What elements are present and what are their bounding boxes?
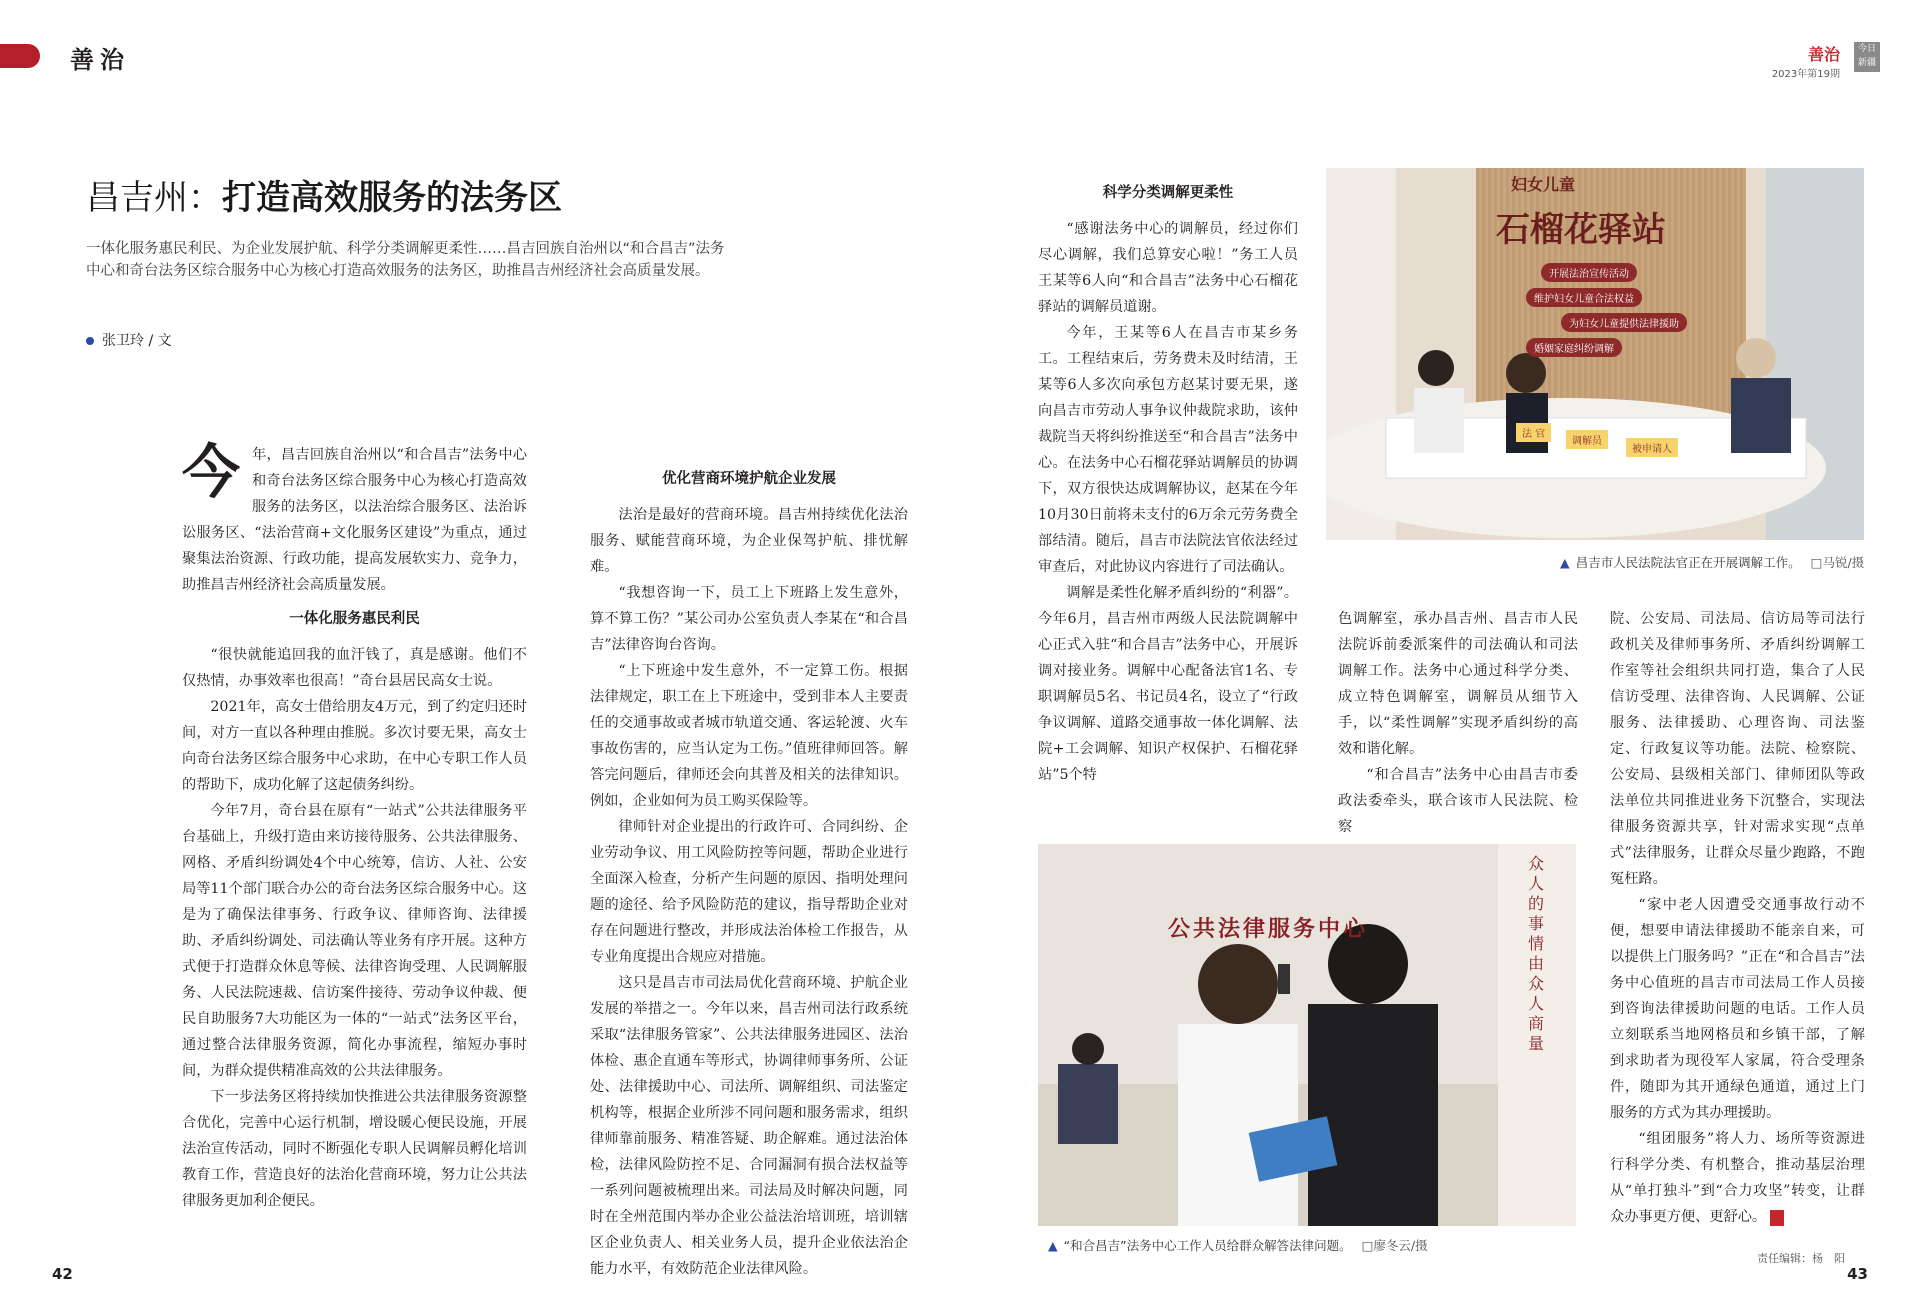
subhead-3: 科学分类调解更柔性 xyxy=(1102,185,1234,201)
banner-1: 开展法治宣传活动 xyxy=(1541,263,1637,282)
paragraph: “很快就能追回我的血汗钱了，真是感谢。他们不仅热情，办事效率也很高！”奇台县居民高女士说。 xyxy=(182,647,527,689)
article-title xyxy=(86,170,562,219)
intro-paragraph: 年，昌吉回族自治州以“和合昌吉”法务中心和奇台法务区综合服务中心为核心打造高效服务的法务区，以法治综合服务区、法治诉讼服务区、“法治营商+文化服务区建设”为重点，通过聚集法治资源、行政功能，提高发展软实力、竞争力，助推昌吉州经济社会高质量发展。 xyxy=(182,447,527,593)
byline-dot-icon xyxy=(86,337,94,345)
byline-text: 张卫玲 / 文 xyxy=(102,333,172,349)
paragraph xyxy=(1610,1126,1865,1230)
caption-text: “和合昌吉”法务中心工作人员给群众解答法律问题。 xyxy=(1063,1238,1352,1253)
title-main: 打造高效服务的法务区 xyxy=(222,178,562,218)
photo1-caption xyxy=(1560,553,1864,571)
column-3 xyxy=(1038,172,1298,788)
running-header-section: 善治 xyxy=(1807,45,1840,64)
page-number-right: 43 xyxy=(1847,1265,1868,1283)
article-deck: 一体化服务惠民利民、为企业发展护航、科学分类调解更柔性……昌吉回族自治州以“和合昌吉”法务中心和奇台法务区综合服务中心为核心打造高效服务的法务区，助推昌吉州经济社会高质量发展。 xyxy=(86,241,725,279)
column-4 xyxy=(1338,606,1578,840)
nameplate-respondent: 被申请人 xyxy=(1626,438,1678,457)
nameplate-judge: 法 官 xyxy=(1516,423,1551,442)
paragraph: 2021年，高女士借给朋友4万元，到了约定归还时间，对方一直以各种理由推脱。多次讨要无果，高女士向奇台法务区综合服务中心求助，在中心专职工作人员的帮助下，成功化解了这起债务纠纷。 xyxy=(182,699,527,793)
banner-2: 维护妇女儿童合法权益 xyxy=(1526,288,1642,307)
photo-mediation-room xyxy=(1326,168,1864,540)
caption-credit: □马锐/摄 xyxy=(1810,555,1865,570)
subhead-2: 优化营商环境护航企业发展 xyxy=(662,471,836,487)
subhead-1: 一体化服务惠民利民 xyxy=(289,611,420,627)
column-5 xyxy=(1610,606,1865,1230)
page-number-left: 42 xyxy=(52,1265,73,1283)
byline xyxy=(86,330,172,350)
running-header-issue: 2023年第19期 xyxy=(1771,69,1840,80)
paragraph: “和合昌吉”法务中心由昌吉市委政法委牵头，联合该市人民法院、检察 xyxy=(1338,767,1578,835)
paragraph: “感谢法务中心的调解员，经过你们尽心调解，我们总算安心啦！”务工人员王某等6人向“和合昌吉”法务中心石榴花驿站的调解员道谢。 xyxy=(1038,221,1298,315)
editor-credit: 责任编辑：杨 阳 xyxy=(1757,1252,1845,1265)
banner-3: 为妇女儿童提供法律援助 xyxy=(1561,313,1687,332)
drop-cap: 今 xyxy=(182,438,241,506)
magazine-logo: 今日新疆 xyxy=(1854,42,1880,72)
wall-sign: 公共法律服务中心 xyxy=(1168,916,1369,942)
nameplate-mediator: 调解员 xyxy=(1566,430,1608,449)
caption-credit: □廖冬云/摄 xyxy=(1361,1238,1428,1253)
paragraph: 今年，王某等6人在昌吉市某乡务工。工程结束后，劳务费未及时结清，王某等6人多次向承包方赵某讨要无果，遂向昌吉市劳动人事争议仲裁院求助，该仲裁院当天将纠纷推送至“和合昌吉”法务中心。在法务中心石榴花驿站调解员的协调下，双方很快达成调解协议，赵某在今年10月30日前将未支付的6万余元劳务费全部结清。随后，昌吉市法院法官依法经过审查后，对此协议内容进行了司法确认。 xyxy=(1038,325,1298,575)
final-paragraph-text: “组团服务”将人力、场所等资源进行科学分类、有机整合，推动基层治理从“单打独斗”到“合力攻坚”转变，让群众办事更方便、更舒心。 xyxy=(1610,1131,1865,1225)
paragraph: 法治是最好的营商环境。昌吉州持续优化法治服务、赋能营商环境，为企业保驾护航、排忧解难。 xyxy=(590,507,908,575)
paragraph: 下一步法务区将持续加快推进公共法律服务资源整合优化，完善中心运行机制，增设暖心便民设施，开展法治宣传活动，同时不断强化专职人民调解员孵化培训教育工作，营造良好的法治化营商环境，努力让公共法律服务更加利企便民。 xyxy=(182,1089,527,1209)
calligraphy: 众人的事情由众人商量 xyxy=(1528,854,1545,1053)
section-tab xyxy=(0,44,40,68)
photo2-caption xyxy=(1048,1236,1428,1254)
section-label: 善治 xyxy=(70,45,130,74)
paragraph: 调解是柔性化解矛盾纠纷的“利器”。今年6月，昌吉州市两级人民法院调解中心正式入驻“和合昌吉”法务中心，开展诉调对接业务。调解中心配备法官1名、专职调解员5名、书记员4名，设立了“行政争议调解、道路交通事故一体化调解、法院+工会调解、知识产权保护、石榴花驿站”5个特 xyxy=(1038,585,1298,783)
end-mark-icon: J xyxy=(1770,1210,1784,1226)
paragraph: “上下班途中发生意外，不一定算工伤。根据法律规定，职工在上下班途中，受到非本人主要责任的交通事故或者城市轨道交通、客运轮渡、火车事故伤害的，应当认定为工伤。”值班律师回答。解答完问题后，律师还会向其普及相关的法律知识。例如，企业如何为员工购买保险等。 xyxy=(590,663,908,809)
service-center-illustration xyxy=(1038,844,1576,1226)
photo-service-center xyxy=(1038,844,1576,1226)
banner-4: 婚姻家庭纠纷调解 xyxy=(1526,338,1622,357)
paragraph: 色调解室，承办昌吉州、昌吉市人民法院诉前委派案件的司法确认和司法调解工作。法务中心通过科学分类、成立特色调解室，调解员从细节入手，以“柔性调解”实现矛盾纠纷的高效和谐化解。 xyxy=(1338,611,1578,757)
sign-main: 石榴花驿站 xyxy=(1496,210,1666,250)
caption-text: 昌吉市人民法院法官正在开展调解工作。 xyxy=(1575,555,1801,570)
caption-triangle-icon: ▲ xyxy=(1048,1238,1058,1253)
caption-triangle-icon: ▲ xyxy=(1560,555,1570,570)
paragraph: “我想咨询一下，员工上下班路上发生意外，算不算工伤？”某公司办公室负责人李某在“和合昌吉”法律咨询台咨询。 xyxy=(590,585,908,653)
column-2 xyxy=(590,458,908,1282)
paragraph: 院、公安局、司法局、信访局等司法行政机关及律师事务所、矛盾纠纷调解工作室等社会组织共同打造，集合了人民信访受理、法律咨询、人民调解、公证服务、法律援助、心理咨询、司法鉴定、行政复议等功能。法院、检察院、公安局、县级相关部门、律师团队等政法单位共同推进业务下沉整合，实现法律服务资源共享，针对需求实现“点单式”法律服务，让群众尽量少跑路，不跑冤枉路。 xyxy=(1610,611,1865,887)
title-place: 昌吉州： xyxy=(86,178,222,218)
running-header xyxy=(1772,42,1840,80)
paragraph: 律师针对企业提出的行政许可、合同纠纷、企业劳动争议、用工风险防控等问题，帮助企业进行全面深入检查，分析产生问题的原因、指明处理问题的途径、给予风险防范的建议，指导帮助企业对存在问题进行整改，并形成法治体检工作报告，从专业角度提出合规应对措施。 xyxy=(590,819,908,965)
right-page xyxy=(960,0,1920,1307)
sign-top: 妇女儿童 xyxy=(1511,175,1576,194)
paragraph: “家中老人因遭受交通事故行动不便，想要申请法律援助不能亲自来，可以提供上门服务吗？”正在“和合昌吉”法务中心值班的昌吉市司法局工作人员接到咨询法律援助问题的电话。工作人员立刻联系当地网格员和乡镇干部，了解到求助者为现役军人家属，符合受理条件，随即为其开通绿色通道，通过上门服务的方式为其办理援助。 xyxy=(1610,897,1865,1121)
paragraph: 这只是昌吉市司法局优化营商环境、护航企业发展的举措之一。今年以来，昌吉州司法行政系统采取“法律服务管家”、公共法律服务进园区、法治体检、惠企直通车等形式，协调律师事务所、公证处、法律援助中心、司法所、调解组织、司法鉴定机构等，根据企业所涉不同问题和服务需求，组织律师靠前服务、精准答疑、助企解难。通过法治体检，法律风险防控不足、合同漏洞有损合法权益等一系列问题被梳理出来。司法局及时解决问题，同时在全州范围内举办企业公益法治培训班，培训辖区企业负责人、相关业务人员，提升企业依法治企能力水平，有效防范企业法律风险。 xyxy=(590,975,908,1277)
column-1 xyxy=(182,438,527,1214)
paragraph: 今年7月，奇台县在原有“一站式”公共法律服务平台基础上，升级打造由来访接待服务、公共法律服务、网格、矛盾纠纷调处4个中心统筹，信访、人社、公安局等11个部门联合办公的奇台法务区综合服务中心。这是为了确保法律事务、行政争议、律师咨询、法律援助、矛盾纠纷调处、司法确认等业务有序开展。这种方式便于打造群众休息等候、法律咨询受理、人民调解服务、人民法院速裁、信访案件接待、劳动争议仲裁、便民自助服务7大功能区为一体的“一站式”法务区平台，通过整合法律服务资源，简化办事流程，缩短办事时间，为群众提供精准高效的公共法律服务。 xyxy=(182,803,527,1079)
